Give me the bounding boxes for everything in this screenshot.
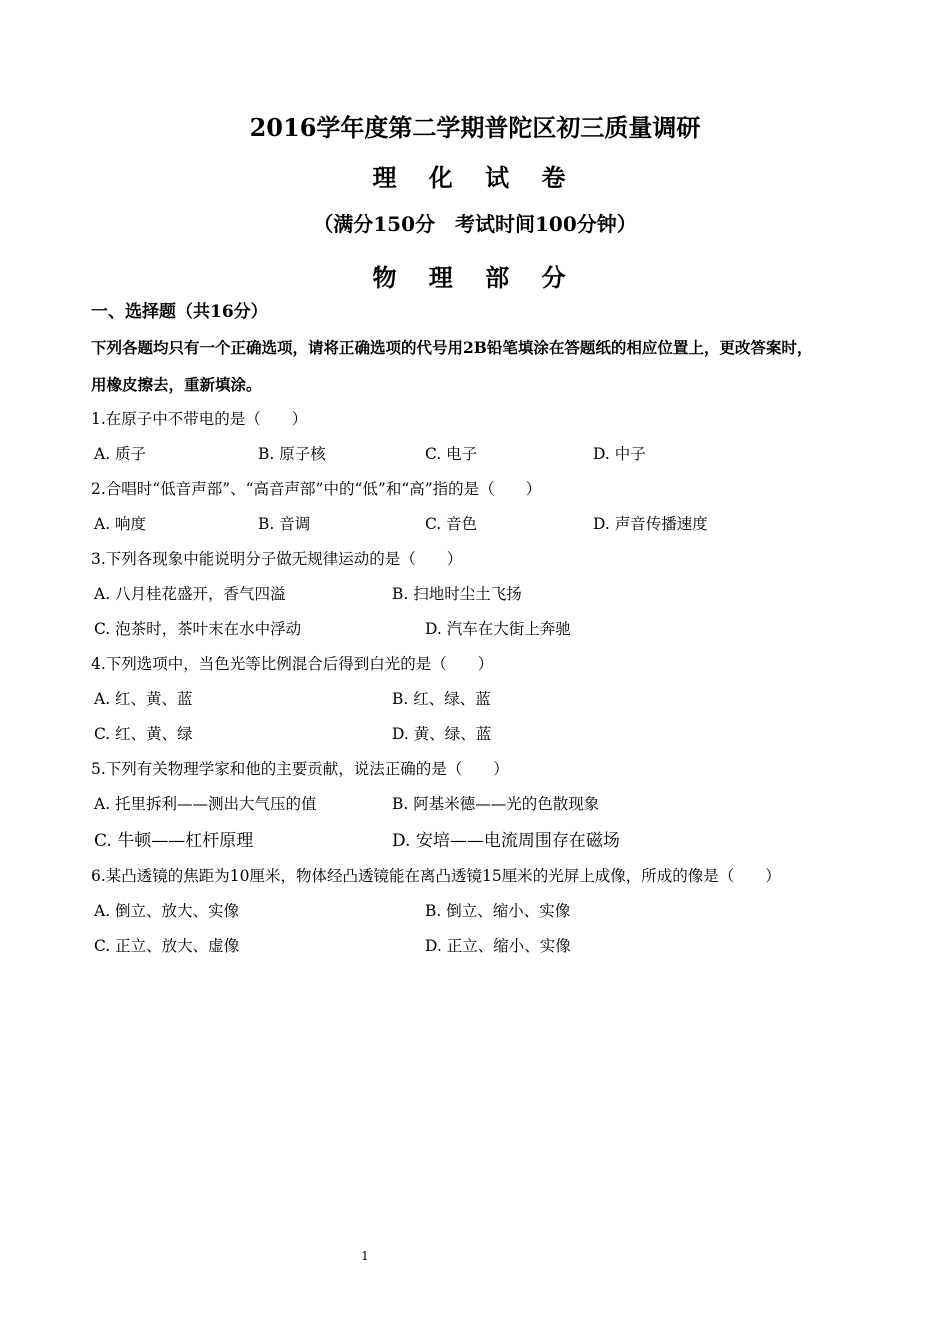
option-c: C. 电子 [425,445,478,463]
option-d: D. 声音传播速度 [593,515,708,533]
option-b: B. 阿基米德——光的色散现象 [392,795,600,813]
option-d: D. 中子 [593,445,646,463]
option-c: C. 音色 [425,515,478,533]
page-number: 1 [361,1249,369,1263]
option-a: A. 红、黄、蓝 [94,690,193,708]
option-a: A. 八月桂花盛开，香气四溢 [94,585,286,603]
exam-title: 2016学年度第二学期普陀区初三质量调研 [249,113,701,142]
question-stem: 4.下列选项中，当色光等比例混合后得到白光的是（ ） [91,655,494,673]
option-d: D. 正立、缩小、实像 [425,937,571,955]
option-c: C. 正立、放大、虚像 [94,937,240,955]
option-b: B. 音调 [258,515,311,533]
section-title: 一、选择题（共16分） [91,302,268,322]
option-b: B. 倒立、缩小、实像 [425,902,571,920]
section-instruction-line1: 下列各题均只有一个正确选项，请将正确选项的代号用2B铅笔填涂在答题纸的相应位置上，更改答案时， [91,338,813,357]
option-d: D. 黄、绿、蓝 [392,725,492,743]
option-a: A. 质子 [94,445,147,463]
option-d: D. 安培——电流周围存在磁场 [392,831,620,851]
exam-subtitle: 理 化 试 卷 [372,163,578,192]
option-c: C. 泡茶时，茶叶末在水中浮动 [94,620,302,638]
option-b: B. 原子核 [258,445,326,463]
question-stem: 5.下列有关物理学家和他的主要贡献，说法正确的是（ ） [91,760,509,778]
option-c: C. 红、黄、绿 [94,725,193,743]
question-stem: 2.合唱时“低音声部”、“高音声部”中的“低”和“高”指的是（ ） [91,480,542,498]
option-a: A. 托里拆利——测出大气压的值 [94,795,317,813]
option-a: A. 响度 [94,515,147,533]
option-d: D. 汽车在大街上奔驰 [425,620,571,638]
question-stem: 1.在原子中不带电的是（ ） [91,410,308,428]
part-title: 物 理 部 分 [372,263,578,292]
option-c: C. 牛顿——杠杆原理 [94,831,254,851]
exam-note: （满分150分 考试时间100分钟） [313,212,637,236]
option-b: B. 红、绿、蓝 [392,690,491,708]
option-b: B. 扫地时尘土飞扬 [392,585,522,603]
question-stem: 6.某凸透镜的焦距为10厘米，物体经凸透镜能在离凸透镜15厘米的光屏上成像，所成的像是（ ） [91,867,781,885]
option-a: A. 倒立、放大、实像 [94,902,240,920]
section-instruction-line2: 用橡皮擦去，重新填涂。 [91,375,262,394]
question-stem: 3.下列各现象中能说明分子做无规律运动的是（ ） [91,550,463,568]
